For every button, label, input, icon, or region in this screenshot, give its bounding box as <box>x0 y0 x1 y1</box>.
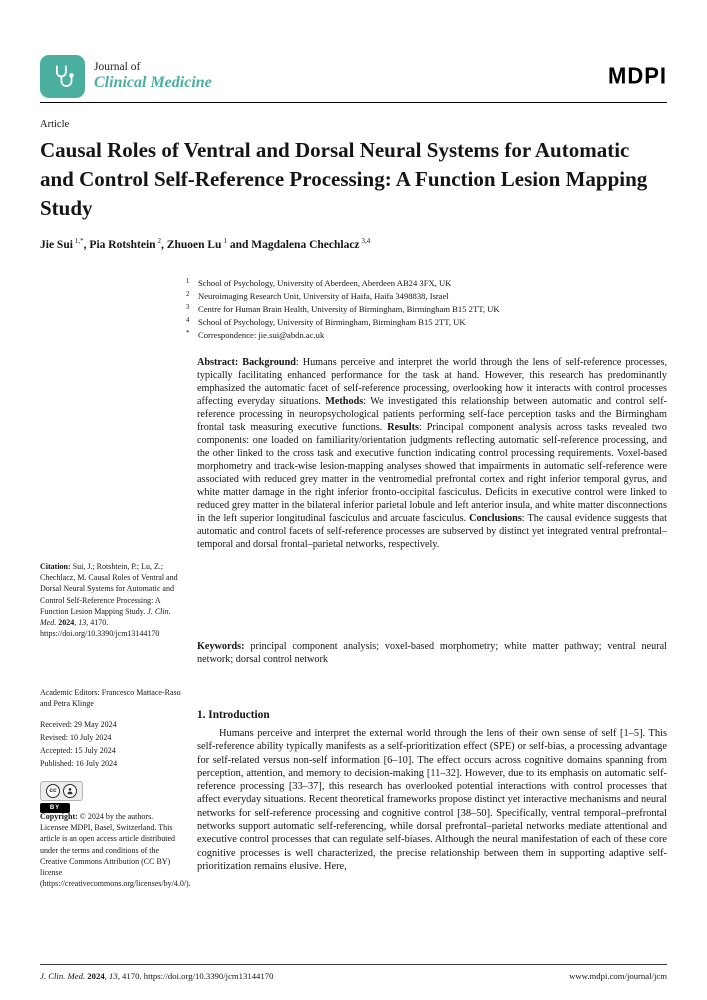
academic-editors-label: Academic Editors: <box>40 688 102 697</box>
affiliations-block <box>186 277 667 342</box>
footer-divider <box>40 964 667 965</box>
section-heading-introduction: 1. Introduction <box>197 709 270 721</box>
correspondence-line: * Correspondence: jie.sui@abdn.ac.uk <box>186 330 325 340</box>
cc-person-icon <box>63 784 77 798</box>
citation-label: Citation: <box>40 562 73 571</box>
cc-by-license-badge[interactable] <box>40 779 92 813</box>
history-dates <box>40 718 181 770</box>
journal-logo-icon <box>40 55 85 98</box>
journal-logo <box>40 55 212 98</box>
affiliation-item: 4 School of Psychology, University of Birmingham, Birmingham B15 2TT, UK <box>186 317 466 327</box>
copyright-notice: Copyright: © 2024 by the authors. Licensee MDPI, Basel, Switzerland. This article is an open access article distributed under the terms and conditions of the Creative Commons Attribution (CC BY) license (https://creativecommons.org/licenses/by/4.0/). <box>40 812 191 889</box>
published-date: Published: 16 July 2024 <box>40 759 118 768</box>
author-affil-sup: 3,4 <box>361 237 371 245</box>
stethoscope-icon <box>49 63 76 90</box>
page-title: Causal Roles of Ventral and Dorsal Neural Systems for Automatic and Control Self-Reference Processing: A Function Lesion Mapping Study <box>40 138 648 220</box>
affiliation-item: 3 Centre for Human Brain Health, University of Birmingham, Birmingham B15 2TT, UK <box>186 304 500 314</box>
mdpi-logo: MDPI <box>608 62 667 89</box>
footer-journal-url-link[interactable]: www.mdpi.com/journal/jcm <box>569 971 667 981</box>
cc-icon: cc <box>46 784 60 798</box>
journal-name-title: Clinical Medicine <box>94 74 212 91</box>
header-divider <box>40 102 667 103</box>
affiliation-item: 1 School of Psychology, University of Aberdeen, Aberdeen AB24 3FX, UK <box>186 278 452 288</box>
footer-doi-link[interactable]: https://doi.org/10.3390/jcm13144170 <box>143 971 274 981</box>
author: Zhuoen Lu $^1$ and <box>166 237 252 251</box>
author-affil-sup: 1,* <box>74 237 84 245</box>
accepted-date: Accepted: 15 July 2024 <box>40 746 116 755</box>
abstract: Abstract: Background: Humans perceive and interpret the world through the lens of self-reference processes, typically facilitating enhanced performance for the task at hand. However, this research has predominantly emphasized the automatic facet of self-reference processing, overlooking how it interacts with control processes affecting everyday situations. Methods: We investigated this relationship between automatic and control self-reference processing in neuropsychological patients performing self-face perception tasks and the Birmingham frontal task measuring executive functions. Results: Principal component analysis across tasks revealed two components: one loaded on familiarity/orientation judgments reflecting automatic self-reference processing, and the other linked to the cross task and executive function indicating control processing requirements. Voxel-based morphometry and track-wise lesion-mapping analyses showed that impairments in automatic self-reference were associated with reduced grey matter in the ventromedial prefrontal cortex and right inferior temporal gyrus, and white matter damage in the right inferior fronto-occipital fasciculus. Deficits in executive control were linked to reduced grey matter in the bilateral inferior parietal lobule and left anterior insula, and white matter disconnections in the left superior longitudinal fasciculus and arcuate fasciculus. Conclusions: The causal evidence suggests that automatic and control facets of self-reference processes are subserved by distinct yet integrated ventral prefrontal–temporal and dorsal frontal–parietal networks, respectively. <box>197 357 667 550</box>
footer-citation: J. Clin. Med. 2024, 13, 4170. https://doi.org/10.3390/jcm13144170 <box>40 971 274 981</box>
author-affil-sup: 2 <box>157 237 162 245</box>
page-footer <box>40 971 667 981</box>
introduction-paragraph: Humans perceive and interpret the external world through the lens of their own sense of self [1–5]. This self-reference ability typically manifests as a self-prioritization effect (SPE) or self-bias, a processing advantage for self-related versus non-self information [6–10]. The effect occurs across cognitive domains spanning from perception, attention, and memory to decision-making [11–32]. However, due to its emphasis on automatic self-reference processing [33–37], this research has overlooked potential interactions with control processes that affect everyday situations. Recent theoretical frameworks propose distinct yet interactive mechanisms and neural networks for self-reference processing and cognitive control [38–50]. Specifically, ventral temporal–prefrontal networks support automatic self-referencing, while dorsal prefrontal–parietal networks mediate attentional and executive control processes that can regulate self-biases. Although the neural manifestation of each of these core cognitive processes is well characterized, the precise relationship between them in supporting adaptive self-prioritization remains elusive. Here, <box>197 728 667 872</box>
authors-line <box>40 237 665 251</box>
cc-icons-box <box>40 781 83 801</box>
journal-name-prefix: Journal of <box>94 61 141 73</box>
keywords-label: Keywords: <box>197 641 251 652</box>
abstract-label: Abstract: <box>197 357 243 368</box>
citation-block: Citation: Sui, J.; Rotshtein, P.; Lu, Z.; Chechlacz, M. Causal Roles of Ventral and Dorsal Neural Systems for Automatic and Control Self-Reference Processing: A Function Lesion Mapping Study. J. Clin. Med. 2024, 13, 4170. https://doi.org/10.3390/jcm13144170 <box>40 562 178 639</box>
article-type-label: Article <box>40 119 70 130</box>
academic-editors: Academic Editors: Francesco Mattace-Raso and Petra Klinge <box>40 688 181 709</box>
received-date: Received: 29 May 2024 <box>40 720 117 729</box>
journal-name <box>94 61 212 92</box>
author: Jie Sui $^{1,*}$, <box>40 237 90 251</box>
author: Magdalena Chechlacz $^{3,4}$ <box>251 237 371 251</box>
affiliation-item: 2 Neuroimaging Research Unit, University of Haifa, Haifa 3498838, Israel <box>186 291 449 301</box>
keywords: Keywords: principal component analysis; voxel-based morphometry; white matter pathway; ventral neural network; dorsal control network <box>197 641 667 665</box>
copyright-label: Copyright: <box>40 812 80 821</box>
revised-date: Revised: 10 July 2024 <box>40 733 112 742</box>
citation-doi-link[interactable]: https://doi.org/10.3390/jcm13144170 <box>40 629 160 639</box>
author: Pia Rotshtein $^2$, <box>89 237 167 251</box>
author-affil-sup: 1 <box>223 237 227 245</box>
cc-by-label: BY <box>40 803 70 813</box>
correspondence-email-link[interactable]: jie.sui@abdn.ac.uk <box>258 330 325 340</box>
